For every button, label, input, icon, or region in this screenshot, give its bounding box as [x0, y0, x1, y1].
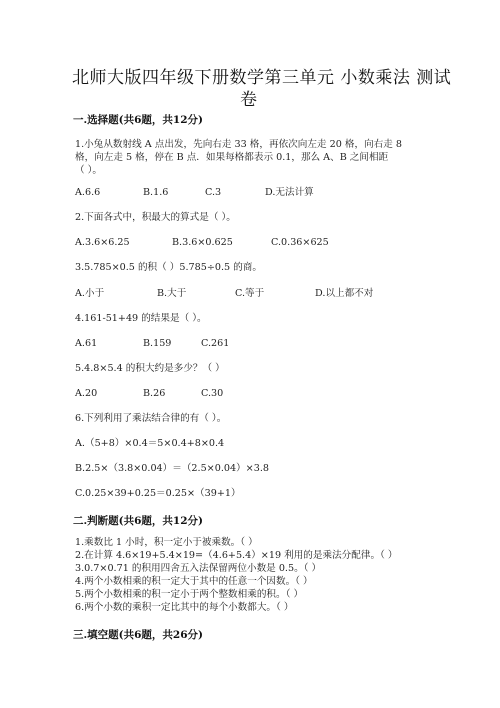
- option-c: C.0.36×625: [271, 237, 329, 248]
- option-a: A.小于: [75, 288, 105, 299]
- question-4-stem: 4.161-51+49 的结果是（ ）。: [75, 313, 207, 324]
- option-a: A.61: [75, 338, 98, 349]
- question-3-stem: 3.5.785×0.5 的积（ ）5.785÷0.5 的商。: [75, 262, 262, 273]
- question-6-option-c: C.0.25×39+0.25＝0.25×（39+1）: [75, 488, 241, 499]
- question-1-line-1: 1.小兔从数射线 A 点出发，先向右走 33 格，再依次向左走 20 格，向右走 8: [75, 139, 402, 150]
- option-b: B.大于: [157, 288, 187, 299]
- option-c: C.261: [201, 338, 230, 349]
- option-b: B.26: [143, 388, 166, 399]
- option-c: C.3: [205, 187, 222, 198]
- option-c: C.30: [201, 388, 224, 399]
- option-d: D.以上都不对: [315, 288, 374, 299]
- question-5-stem: 5.4.8×5.4 的积大约是多少？（ ）: [75, 363, 225, 374]
- section-heading-judge: 二.判断题(共6题，共12分): [73, 515, 204, 527]
- option-b: B.1.6: [143, 187, 169, 198]
- question-6-option-b: B.2.5×（3.8×0.04）＝（2.5×0.04）×3.8: [75, 463, 269, 474]
- judge-item-4: 4.两个小数相乘的积一定大于其中的任意一个因数。（ ）: [75, 576, 313, 587]
- judge-item-3: 3.0.7×0.71 的积用四舍五入法保留两位小数是 0.5。（ ）: [75, 563, 322, 574]
- option-d: D.无法计算: [265, 187, 314, 198]
- question-4-options: [75, 337, 455, 351]
- question-1-line-2: 格，向左走 5 格，停在 B 点．如果每格都表示 0.1，那么 A、B 之间相距: [75, 152, 389, 163]
- option-b: B.3.6×0.625: [172, 237, 233, 248]
- judge-item-2: 2.在计算 4.6×19+5.4×19=（4.6+5.4）×19 利用的是乘法分配律。（ ）: [75, 550, 398, 561]
- judge-item-6: 6.两个小数的乘积一定比其中的每个小数都大。（ ）: [75, 602, 294, 613]
- option-a: A.6.6: [75, 187, 101, 198]
- question-1-options: [75, 186, 455, 200]
- question-6-option-a: A.（5+8）×0.4＝5×0.4+8×0.4: [75, 438, 225, 449]
- judge-item-5: 5.两个小数相乘的积一定小于两个整数相乘的积。（ ）: [75, 589, 304, 600]
- question-3-options: [75, 287, 455, 301]
- section-heading-choice: 一.选择题(共6题，共12分): [73, 114, 204, 126]
- question-6-stem: 6.下列利用了乘法结合律的有（ ）。: [75, 413, 227, 424]
- question-1-line-3: （ ）。: [75, 165, 103, 176]
- page-title: 北师大版四年级下册数学第三单元 小数乘法 测试: [72, 68, 452, 88]
- option-b: B.159: [143, 338, 172, 349]
- option-a: A.20: [75, 388, 98, 399]
- section-heading-fill: 三.填空题(共6题，共26分): [73, 629, 204, 641]
- question-5-options: [75, 387, 455, 401]
- judge-item-1: 1.乘数比 1 小时，积一定小于被乘数。（ ）: [75, 537, 258, 548]
- question-2-stem: 2.下面各式中，积最大的算式是（ ）。: [75, 212, 236, 223]
- option-a: A.3.6×6.25: [75, 237, 130, 248]
- question-2-options: [75, 236, 455, 250]
- page-title-continued: 卷: [240, 90, 258, 110]
- option-c: C.等于: [235, 288, 265, 299]
